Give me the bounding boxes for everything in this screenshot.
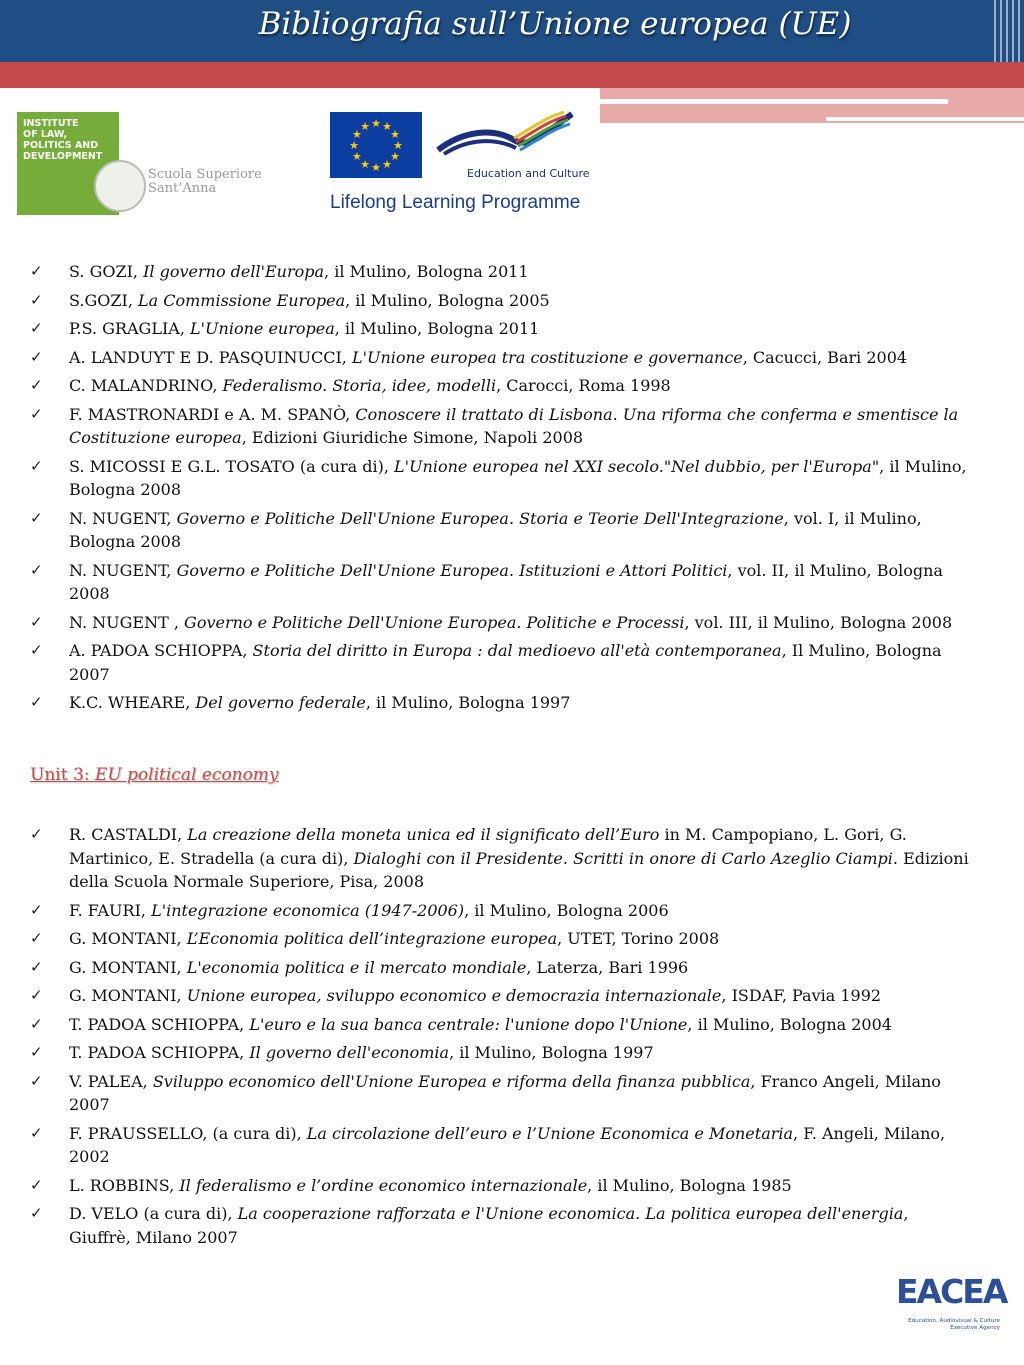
reference-text: T. PADOA SCHIOPPA,	[69, 1014, 250, 1034]
llp-subtitle: Education and Culture	[467, 167, 590, 180]
reference-title: L'integrazione economica (1947-2006)	[151, 900, 465, 920]
checkmark-icon: ✓	[30, 1071, 43, 1090]
reference-text: , il Mulino, Bologna 2006	[464, 900, 669, 920]
eu-star-icon: ★	[390, 150, 401, 163]
checkmark-icon: ✓	[30, 404, 43, 423]
sssa-line: Scuola Superiore	[148, 167, 262, 182]
checkmark-icon: ✓	[30, 508, 43, 527]
checkmark-icon: ✓	[30, 900, 43, 919]
reference-title: Dialoghi con il Presidente. Scritti in onore di Carlo Azeglio Ciampi	[353, 848, 893, 868]
sssa-line: Sant’Anna	[148, 181, 217, 196]
list-item	[30, 507, 970, 554]
list-item	[30, 346, 970, 370]
eacea-caption-line: Executive Agency	[950, 1325, 1000, 1331]
reference-title: Storia del diritto in Europa : dal medioevo all'età contemporanea	[252, 641, 782, 660]
reference-text: , il Mulino, Bologna 2008	[69, 456, 967, 499]
reference-text: , UTET, Torino 2008	[557, 929, 720, 948]
list-item	[30, 956, 970, 980]
reference-title: La cooperazione rafforzata e l'Unione economica. La politica europea dell'energia	[237, 1204, 904, 1223]
eacea-logo	[896, 1272, 1007, 1340]
reference-text: , vol. III, il Mulino, Bologna 2008	[684, 612, 953, 632]
reference-title: La circolazione dell’euro e l’Unione Economica e Monetaria	[306, 1123, 794, 1143]
list-item	[30, 559, 970, 606]
reference-title: Governo e Politiche Dell'Unione Europea. Istituzioni e Attori Politici	[176, 560, 728, 580]
reference-text: , F. Angeli, Milano, 2002	[69, 1123, 946, 1166]
eacea-caption-line: Education, Audiovisual & Culture	[908, 1318, 1000, 1324]
bibliography-list-2	[30, 823, 970, 1254]
eu-star-icon: ★	[351, 128, 362, 141]
bibliography-list-1	[30, 260, 970, 720]
reference-text: P.S. GRAGLIA,	[69, 319, 191, 338]
reference-text: G. MONTANI,	[69, 986, 187, 1005]
reference-text: , ISDAF, Pavia 1992	[721, 986, 882, 1005]
reference-text: , Cacucci, Bari 2004	[742, 347, 908, 367]
list-item	[30, 289, 970, 313]
reference-text: , vol. I, il Mulino, Bologna 2008	[69, 508, 922, 551]
reference-title: Governo e Politiche Dell'Unione Europea. Politiche e Processi	[184, 612, 685, 632]
checkmark-icon: ✓	[30, 929, 43, 947]
reference-text: G. MONTANI,	[69, 929, 187, 948]
unit-title: EU political economy	[94, 765, 279, 785]
checkmark-icon: ✓	[30, 262, 43, 280]
list-item	[30, 639, 970, 686]
checkmark-icon: ✓	[30, 1043, 43, 1061]
unit-prefix: Unit 3:	[30, 765, 95, 785]
ilpd-line: POLITICS AND	[23, 140, 99, 151]
reference-text: A. LANDUYT E D. PASQUINUCCI,	[69, 347, 352, 367]
checkmark-icon: ✓	[30, 560, 43, 579]
reference-text: , Franco Angeli, Milano 2007	[69, 1071, 941, 1114]
reference-text: , il Mulino, Bologna 2011	[324, 262, 529, 281]
checkmark-icon: ✓	[30, 1175, 43, 1194]
list-item	[30, 374, 970, 398]
eu-flag-icon	[330, 112, 422, 178]
reference-text: , il Mulino, Bologna 1985	[587, 1175, 792, 1195]
eu-star-icon: ★	[393, 139, 403, 152]
eu-star-icon: ★	[360, 119, 370, 133]
eu-star-icon: ★	[371, 117, 381, 130]
reference-text: , Carocci, Roma 1998	[496, 376, 671, 395]
reference-text: R. CASTALDI,	[69, 825, 188, 844]
sssa-seal-icon	[94, 160, 146, 212]
eacea-logo-text: EACEA	[896, 1272, 1007, 1311]
eu-star-icon: ★	[382, 119, 392, 133]
page-title: Bibliografia sull’Unione europea (UE)	[258, 6, 852, 42]
reference-text: , Giuffrè, Milano 2007	[69, 1204, 909, 1247]
eu-star-icon: ★	[349, 139, 359, 152]
eu-star-icon: ★	[382, 158, 392, 172]
reference-text: N. NUGENT,	[69, 508, 177, 528]
reference-title: L'Unione europea tra costituzione e governance	[351, 347, 743, 367]
checkmark-icon: ✓	[30, 612, 43, 631]
red-band	[0, 62, 1024, 88]
checkmark-icon: ✓	[30, 1014, 43, 1033]
reference-title: L'Unione europea nel XXI secolo."Nel dubbio, per l'Europa"	[394, 456, 880, 476]
list-item	[30, 455, 970, 502]
reference-title: L'economia politica e il mercato mondiale	[186, 957, 527, 977]
llp-swoosh-icon	[434, 110, 574, 172]
decorative-line	[600, 99, 948, 104]
list-item	[30, 1041, 970, 1065]
reference-text: F. MASTRONARDI e A. M. SPANÒ,	[69, 404, 356, 424]
reference-text: , Il Mulino, Bologna 2007	[69, 641, 942, 684]
list-item	[30, 260, 970, 284]
reference-text: S. MICOSSI E G.L. TOSATO (a cura di),	[69, 456, 395, 476]
list-item	[30, 1174, 970, 1198]
reference-text: V. PALEA,	[69, 1071, 153, 1091]
checkmark-icon: ✓	[30, 290, 43, 309]
reference-text: , il Mulino, Bologna 1997	[449, 1043, 654, 1062]
ilpd-logo-text	[23, 118, 102, 162]
list-item	[30, 1122, 970, 1169]
reference-text: S. GOZI,	[69, 262, 144, 281]
reference-title: La Commissione Europea	[137, 290, 346, 310]
reference-text: , Laterza, Bari 1996	[526, 957, 689, 977]
list-item	[30, 403, 970, 450]
reference-title: Il governo dell'economia	[249, 1043, 450, 1062]
reference-text: A. PADOA SCHIOPPA,	[69, 641, 253, 660]
reference-title: Il federalismo e l’ordine economico internazionale	[179, 1175, 588, 1195]
ilpd-line: DEVELOPMENT	[23, 151, 103, 162]
checkmark-icon: ✓	[30, 456, 43, 475]
reference-title: Il governo dell'Europa	[143, 262, 325, 281]
reference-text: , il Mulino, Bologna 2011	[334, 319, 540, 338]
list-item	[30, 899, 970, 923]
reference-title: Sviluppo economico dell'Unione Europea e riforma della finanza pubblica	[152, 1071, 751, 1091]
sssa-logo-text	[148, 168, 262, 196]
reference-text: D. VELO (a cura di),	[69, 1204, 238, 1223]
checkmark-icon: ✓	[30, 347, 43, 366]
llp-title: Lifelong Learning Programme	[330, 192, 581, 213]
reference-title: Del governo federale	[195, 693, 366, 712]
eacea-caption	[896, 1318, 1000, 1332]
checkmark-icon: ✓	[30, 1204, 43, 1222]
reference-text: , vol. II, il Mulino, Bologna 2008	[69, 560, 943, 603]
eu-star-icon: ★	[371, 161, 381, 174]
checkmark-icon: ✓	[30, 693, 43, 711]
reference-text: F. FAURI,	[69, 900, 152, 920]
list-item	[30, 317, 970, 341]
eu-star-icon: ★	[351, 150, 362, 163]
checkmark-icon: ✓	[30, 986, 43, 1004]
reference-text: S.GOZI,	[69, 290, 138, 310]
reference-text: in M. Campopiano, L. Gori, G. Martinico, E. Stradella (a cura di),	[69, 825, 907, 868]
reference-title: Governo e Politiche Dell'Unione Europea. Storia e Teorie Dell'Integrazione	[176, 508, 784, 528]
decorative-line	[826, 117, 1024, 121]
reference-title: Unione europea, sviluppo economico e democrazia internazionale	[186, 986, 722, 1005]
reference-title: L’Economia politica dell’integrazione europea	[186, 929, 558, 948]
reference-title: L'Unione europea	[190, 319, 335, 338]
reference-text: , Edizioni Giuridiche Simone, Napoli 2008	[241, 428, 584, 447]
reference-text: N. NUGENT ,	[69, 612, 185, 632]
list-item	[30, 927, 970, 951]
list-item	[30, 691, 970, 715]
list-item	[30, 1070, 970, 1117]
reference-text: , il Mulino, Bologna 1997	[365, 693, 571, 712]
reference-text: L. ROBBINS,	[69, 1175, 180, 1195]
reference-text: N. NUGENT,	[69, 560, 177, 580]
reference-text: C. MALANDRINO,	[69, 376, 223, 395]
reference-text: , il Mulino, Bologna 2005	[345, 290, 550, 310]
checkmark-icon: ✓	[30, 957, 43, 976]
checkmark-icon: ✓	[30, 641, 43, 659]
reference-text: . Edizioni della Scuola Normale Superiore, Pisa, 2008	[69, 848, 969, 891]
list-item	[30, 984, 970, 1008]
checkmark-icon: ✓	[30, 319, 43, 337]
eu-star-icon: ★	[360, 158, 370, 172]
ilpd-line: OF LAW,	[23, 129, 68, 140]
reference-title: L'euro e la sua banca centrale: l'unione dopo l'Unione	[249, 1014, 688, 1034]
reference-text: T. PADOA SCHIOPPA,	[69, 1043, 250, 1062]
unit-heading	[30, 765, 279, 785]
reference-title: Conoscere il trattato di Lisbona. Una riforma che conferma e smentisce la Costituzione europea	[69, 404, 959, 447]
list-item	[30, 1202, 970, 1249]
list-item	[30, 1013, 970, 1037]
title-bar	[0, 0, 1024, 62]
checkmark-icon: ✓	[30, 376, 43, 394]
list-item	[30, 611, 970, 635]
reference-text: , il Mulino, Bologna 2004	[687, 1014, 892, 1034]
eu-star-icon: ★	[390, 128, 401, 141]
reference-title: Federalismo. Storia, idee, modelli	[222, 376, 497, 395]
reference-text: F. PRAUSSELLO, (a cura di),	[69, 1123, 307, 1143]
reference-title: La creazione della moneta unica ed il significato dell’Euro	[187, 825, 660, 844]
list-item	[30, 823, 970, 894]
reference-text: G. MONTANI,	[69, 957, 187, 977]
checkmark-icon: ✓	[30, 1123, 43, 1142]
checkmark-icon: ✓	[30, 825, 43, 843]
ilpd-line: INSTITUTE	[23, 118, 79, 129]
reference-text: K.C. WHEARE,	[69, 693, 196, 712]
